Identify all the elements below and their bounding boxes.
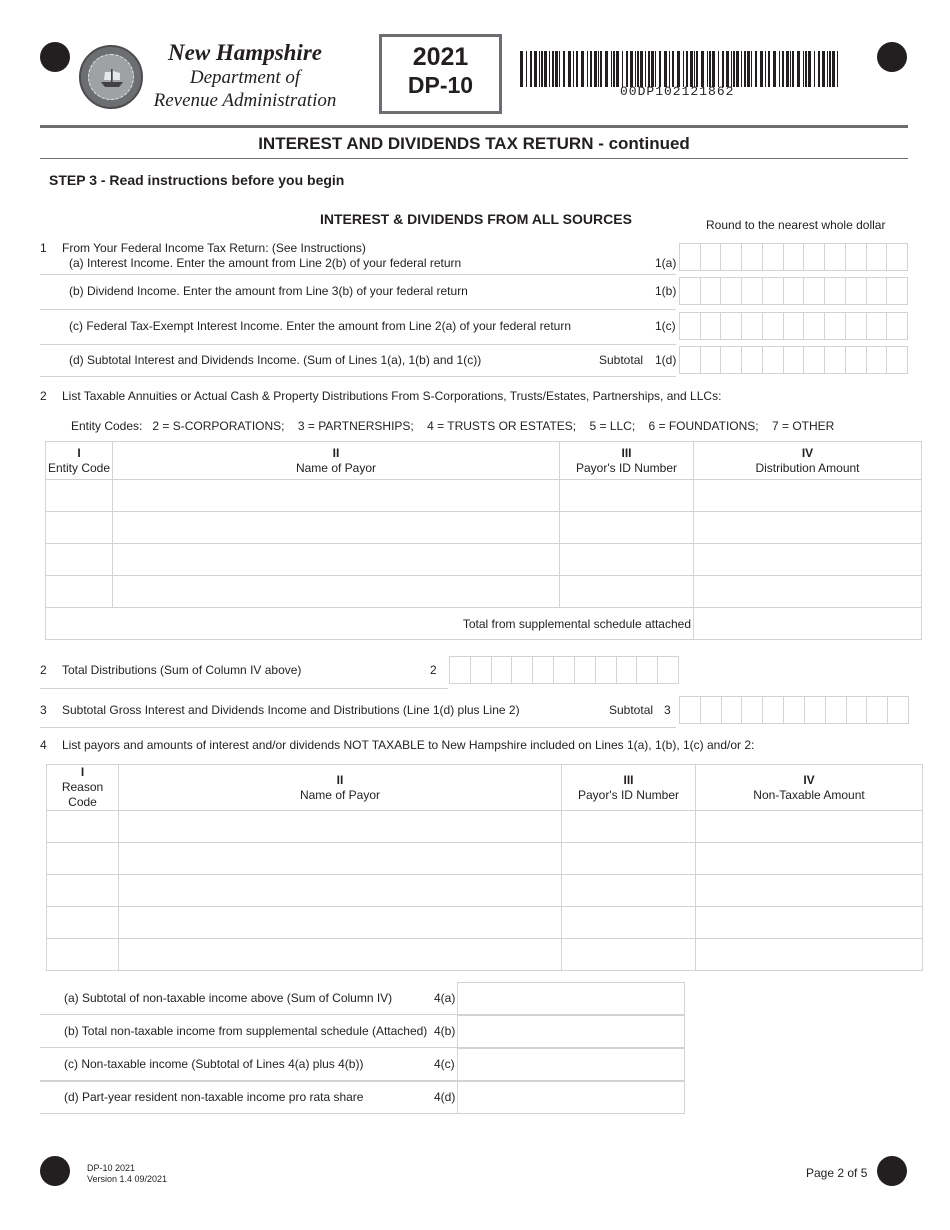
non-taxable-amount-input[interactable] — [696, 811, 923, 843]
divider — [40, 158, 908, 159]
registration-mark — [877, 42, 907, 72]
payor-name-input[interactable] — [113, 544, 560, 576]
column-header: I Entity Code — [46, 442, 113, 480]
line-number: 1 — [40, 241, 47, 255]
registration-mark — [40, 1156, 70, 1186]
table-row — [46, 544, 922, 576]
page-number: Page 2 of 5 — [806, 1166, 868, 1180]
line-4c-amount-input[interactable] — [457, 1048, 685, 1081]
department-line: Department of — [189, 67, 301, 88]
payor-id-input[interactable] — [560, 512, 694, 544]
table-row — [46, 480, 922, 512]
form-year: 2021 — [412, 43, 469, 71]
distributions-table — [45, 441, 922, 640]
payor-name-input[interactable] — [119, 843, 562, 875]
line-4a-label: (a) Subtotal of non-taxable income above (Sum of Column IV) — [64, 991, 393, 1005]
column-header: II Name of Payor — [119, 765, 562, 811]
line-1d-subtotal: Subtotal — [599, 353, 644, 367]
reason-code-input[interactable] — [47, 843, 119, 875]
line-4a-ref: 4(a) — [434, 991, 456, 1005]
line-4d-amount-input[interactable] — [457, 1081, 685, 1114]
line-4b-label: (b) Total non-taxable income from supplemental schedule (Attached) — [64, 1024, 428, 1038]
table-row — [46, 576, 922, 608]
line-2-label: List Taxable Annuities or Actual Cash & Property Distributions From S-Corporations, Trusts/Estates, Partnerships, and LLCs: — [62, 389, 722, 403]
line-number: 3 — [40, 703, 47, 717]
payor-name-input[interactable] — [113, 480, 560, 512]
line-1a-amount-input[interactable] — [679, 243, 908, 271]
table-row — [47, 875, 923, 907]
divider — [40, 376, 676, 377]
payor-id-input[interactable] — [562, 811, 696, 843]
entity-code-input[interactable] — [46, 544, 113, 576]
form-id-box — [379, 34, 502, 114]
line-4d-label: (d) Part-year resident non-taxable income pro rata share — [64, 1090, 364, 1104]
line-4b-ref: 4(b) — [434, 1024, 456, 1038]
payor-id-input[interactable] — [560, 544, 694, 576]
payor-id-input[interactable] — [562, 875, 696, 907]
line-4-label: List payors and amounts of interest and/or dividends NOT TAXABLE to New Hampshire included on Lines 1(a), 1(b), 1(c) and/or 2: — [62, 738, 755, 752]
payor-name-input[interactable] — [119, 811, 562, 843]
reason-code-input[interactable] — [47, 939, 119, 971]
line-1d-ref: 1(d) — [655, 353, 677, 367]
divider — [40, 727, 676, 728]
line-3-ref: 3 — [664, 703, 671, 717]
rounding-note: Round to the nearest whole dollar — [706, 218, 886, 232]
payor-id-input[interactable] — [560, 576, 694, 608]
divider — [40, 274, 676, 275]
line-1d-amount-input[interactable] — [679, 346, 908, 374]
divider — [40, 1113, 457, 1114]
column-header: III Payor's ID Number — [562, 765, 696, 811]
distribution-amount-input[interactable] — [694, 512, 922, 544]
supplemental-amount-input[interactable] — [694, 608, 922, 640]
line-3-amount-input[interactable] — [679, 696, 909, 724]
line-1c-amount-input[interactable] — [679, 312, 908, 340]
supplemental-label: Total from supplemental schedule attached — [46, 608, 694, 640]
line-1b-amount-input[interactable] — [679, 277, 908, 305]
line-4c-label: (c) Non-taxable income (Subtotal of Lines 4(a) plus 4(b)) — [64, 1057, 364, 1071]
divider — [40, 1047, 457, 1048]
non-taxable-amount-input[interactable] — [696, 843, 923, 875]
line-4c-ref: 4(c) — [434, 1057, 455, 1071]
reason-code-input[interactable] — [47, 811, 119, 843]
column-header: IV Distribution Amount — [694, 442, 922, 480]
payor-name-input[interactable] — [119, 939, 562, 971]
entity-code-input[interactable] — [46, 512, 113, 544]
divider — [40, 1080, 457, 1082]
footer-form-id: DP-10 2021 — [87, 1163, 136, 1173]
line-4b-amount-input[interactable] — [457, 1015, 685, 1048]
state-seal-icon — [79, 45, 143, 109]
line-2-amount-input[interactable] — [449, 656, 679, 684]
table-row — [47, 939, 923, 971]
line-number: 2 — [40, 663, 47, 677]
table-header-row — [47, 765, 923, 811]
line-1c-ref: 1(c) — [655, 319, 676, 333]
entity-code-input[interactable] — [46, 480, 113, 512]
payor-id-input[interactable] — [562, 843, 696, 875]
payor-name-input[interactable] — [119, 907, 562, 939]
line-number: 2 — [40, 389, 47, 403]
step-heading: STEP 3 - Read instructions before you begin — [49, 172, 345, 188]
line-1a-ref: 1(a) — [655, 256, 677, 270]
footer-version: Version 1.4 09/2021 — [87, 1174, 168, 1184]
barcode-number: 00DP102121862 — [620, 84, 735, 99]
non-taxable-amount-input[interactable] — [696, 907, 923, 939]
line-1d-label: (d) Subtotal Interest and Dividends Income. (Sum of Lines 1(a), 1(b) and 1(c)) — [69, 353, 482, 367]
payor-name-input[interactable] — [119, 875, 562, 907]
distribution-amount-input[interactable] — [694, 576, 922, 608]
section-title: INTEREST & DIVIDENDS FROM ALL SOURCES — [320, 211, 632, 227]
payor-id-input[interactable] — [562, 907, 696, 939]
entity-codes: Entity Codes: 2 = S-CORPORATIONS; 3 = PARTNERSHIPS; 4 = TRUSTS OR ESTATES; 5 = LLC; 6 = FOUNDATIONS; 7 = OTHER — [71, 419, 835, 433]
form-number: DP-10 — [407, 72, 474, 98]
divider — [40, 309, 676, 310]
registration-mark — [40, 42, 70, 72]
line-1a-label: (a) Interest Income. Enter the amount from Line 2(b) of your federal return — [69, 256, 462, 270]
non-taxable-amount-input[interactable] — [696, 875, 923, 907]
payor-name-input[interactable] — [113, 512, 560, 544]
divider — [40, 688, 448, 689]
line-number: 4 — [40, 738, 47, 752]
line-3-subtotal: Subtotal — [609, 703, 654, 717]
table-row — [47, 843, 923, 875]
supplemental-row — [46, 608, 922, 640]
table-row — [47, 907, 923, 939]
line-1c-label: (c) Federal Tax-Exempt Interest Income. Enter the amount from Line 2(a) of your federal return — [69, 319, 572, 333]
payor-id-input[interactable] — [562, 939, 696, 971]
reason-code-input[interactable] — [47, 907, 119, 939]
payor-id-input[interactable] — [560, 480, 694, 512]
line-2-ref: 2 — [430, 663, 437, 677]
divider — [40, 125, 908, 128]
non-taxable-amount-input[interactable] — [696, 939, 923, 971]
column-header: I Reason Code — [47, 765, 119, 811]
table-row — [46, 512, 922, 544]
line-3-label: Subtotal Gross Interest and Dividends Income and Distributions (Line 1(d) plus Line 2) — [62, 703, 520, 717]
line-4a-amount-input[interactable] — [457, 982, 685, 1015]
page-title: INTEREST AND DIVIDENDS TAX RETURN - continued — [258, 134, 690, 153]
non-taxable-table — [46, 764, 923, 971]
payor-name-input[interactable] — [113, 576, 560, 608]
agency-name: New Hampshire — [168, 40, 322, 65]
divider — [40, 1014, 457, 1015]
column-header: II Name of Payor — [113, 442, 560, 480]
line-4d-ref: 4(d) — [434, 1090, 456, 1104]
line-1b-label: (b) Dividend Income. Enter the amount from Line 3(b) of your federal return — [69, 284, 468, 298]
table-header-row — [46, 442, 922, 480]
column-header: III Payor's ID Number — [560, 442, 694, 480]
reason-code-input[interactable] — [47, 875, 119, 907]
barcode — [520, 51, 842, 87]
department-line: Revenue Administration — [153, 90, 337, 111]
distribution-amount-input[interactable] — [694, 544, 922, 576]
line-1b-ref: 1(b) — [655, 284, 677, 298]
entity-code-input[interactable] — [46, 576, 113, 608]
divider — [40, 344, 676, 345]
line-2-total-label: Total Distributions (Sum of Column IV above) — [62, 663, 302, 677]
line-1-intro: From Your Federal Income Tax Return: (See Instructions) — [62, 241, 366, 255]
table-row — [47, 811, 923, 843]
distribution-amount-input[interactable] — [694, 480, 922, 512]
column-header: IV Non-Taxable Amount — [696, 765, 923, 811]
registration-mark — [877, 1156, 907, 1186]
